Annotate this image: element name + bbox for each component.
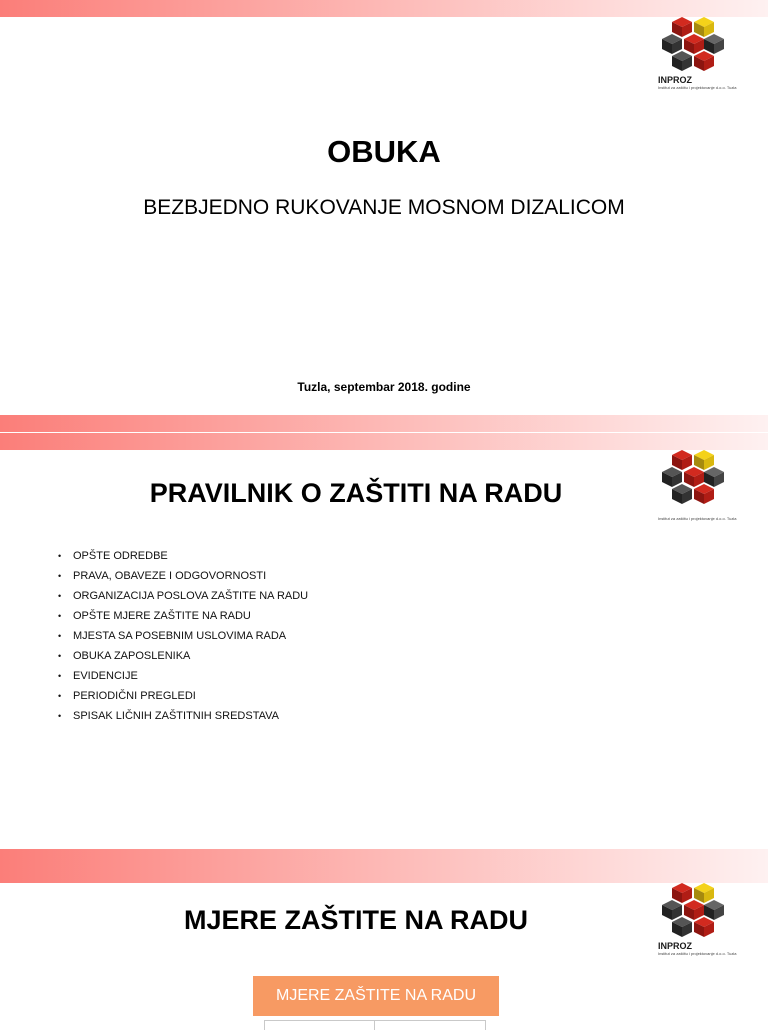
logo-subtitle: Institut za zaštitu i projektovanje d.o.o. Tuzla xyxy=(658,85,737,90)
diagram-box xyxy=(264,1020,486,1030)
slide1-footer: Tuzla, septembar 2018. godine xyxy=(297,380,471,394)
list-item: • OBUKA ZAPOSLENIKA xyxy=(58,650,191,662)
slide1-title: OBUKA xyxy=(327,134,441,169)
logo-subtitle: Institut za zaštitu i projektovanje d.o.o. Tuzla xyxy=(658,516,737,521)
logo-subtitle: Institut za zaštitu i projektovanje d.o.o. Tuzla xyxy=(658,951,737,956)
bullet-icon: • xyxy=(58,611,62,621)
logo-name: INPROZ xyxy=(658,941,693,951)
slide-header-band xyxy=(0,433,768,450)
inproz-logo xyxy=(656,17,768,90)
slide-header-band xyxy=(0,0,768,17)
bullet-icon: • xyxy=(58,711,62,721)
bullet-icon: • xyxy=(58,651,62,661)
slide-footer-band xyxy=(0,415,768,432)
list-item: • EVIDENCIJE xyxy=(58,670,138,682)
bullet-icon: • xyxy=(58,671,62,681)
logo-name: INPROZ xyxy=(658,75,693,85)
bullet-icon: • xyxy=(58,571,62,581)
measures-button[interactable]: MJERE ZAŠTITE NA RADU xyxy=(253,976,499,1016)
list-item: • PRAVA, OBAVEZE I ODGOVORNOSTI xyxy=(58,570,267,582)
list-item: • SPISAK LIČNIH ZAŠTITNIH SREDSTAVA xyxy=(58,710,279,722)
list-item: • OPŠTE ODREDBE xyxy=(58,550,168,562)
bullet-icon: • xyxy=(58,631,62,641)
slide3-title: MJERE ZAŠTITE NA RADU xyxy=(183,905,528,935)
slide-footer-band xyxy=(0,849,768,866)
diagram-divider xyxy=(374,1020,375,1030)
slide1-subtitle: BEZBJEDNO RUKOVANJE MOSNOM DIZALICOM xyxy=(143,196,625,219)
topic-list xyxy=(55,548,308,728)
list-item: • PERIODIČNI PREGLEDI xyxy=(58,690,196,702)
bullet-icon: • xyxy=(58,691,62,701)
slide-header-band xyxy=(0,866,768,883)
bullet-icon: • xyxy=(58,551,62,561)
list-item: • OPŠTE MJERE ZAŠTITE NA RADU xyxy=(58,610,251,622)
inproz-logo-icon xyxy=(662,17,724,75)
list-item: • MJESTA SA POSEBNIM USLOVIMA RADA xyxy=(58,630,287,642)
list-item: • ORGANIZACIJA POSLOVA ZAŠTITE NA RADU xyxy=(58,590,309,602)
slide2-title: PRAVILNIK O ZAŠTITI NA RADU xyxy=(149,478,563,508)
bullet-icon: • xyxy=(58,591,62,601)
